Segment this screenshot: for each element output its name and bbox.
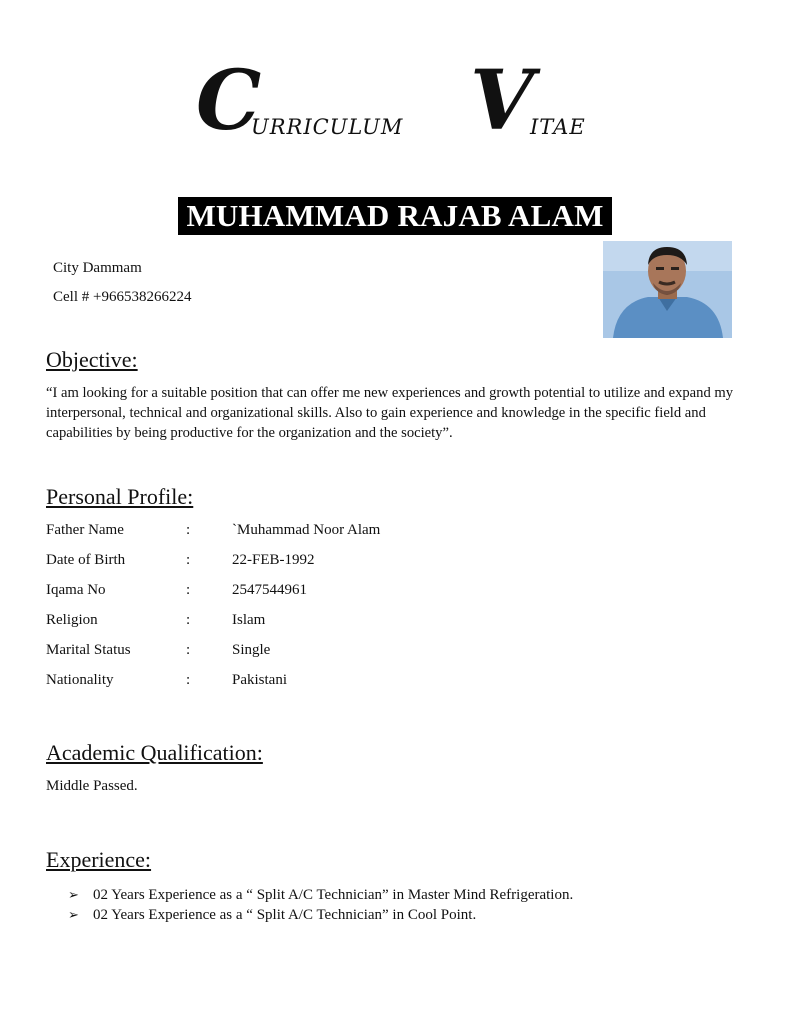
experience-item-text: 02 Years Experience as a “ Split A/C Technician” in Cool Point. [93, 907, 477, 923]
profile-label: Marital Status [46, 642, 131, 658]
profile-value: Pakistani [232, 672, 287, 688]
personal-profile-heading: Personal Profile: [46, 484, 194, 509]
profile-photo [603, 241, 732, 338]
experience-item-text: 02 Years Experience as a “ Split A/C Technician” in Master Mind Refrigeration. [93, 887, 574, 903]
profile-separator: : [186, 612, 191, 628]
profile-separator: : [186, 522, 191, 538]
contact-cell: Cell # +966538266224 [53, 289, 192, 305]
title-rest-curriculum: URRICULUM [251, 115, 404, 139]
academic-qualification-text: Middle Passed. [46, 778, 138, 794]
objective-text: “I am looking for a suitable position that can offer me new experiences and growth potential to utilize and expand my interpersonal, technical and organizational skills. Also to gain experience and knowledge in the specific field and capabilities by being productive for the organization and the society”. [46, 385, 734, 441]
profile-value: 22-FEB-1992 [232, 552, 315, 568]
profile-value: Islam [232, 612, 266, 628]
title-word-vitae [470, 53, 610, 152]
profile-row-religion [46, 610, 546, 630]
title-initial-v: V [470, 53, 534, 149]
profile-label: Religion [46, 612, 98, 628]
profile-separator: : [186, 582, 191, 598]
profile-row-iqama-no [46, 580, 546, 600]
list-item [68, 885, 573, 905]
experience-heading: Experience: [46, 847, 152, 872]
profile-row-nationality [46, 670, 546, 690]
list-item [68, 905, 573, 925]
experience-list [68, 885, 573, 925]
profile-label: Father Name [46, 522, 124, 538]
profile-separator: : [186, 552, 191, 568]
arrowhead-bullet-icon: ➢ [68, 887, 79, 902]
profile-row-date-of-birth [46, 550, 546, 570]
title-initial-c: C [196, 53, 262, 149]
arrowhead-bullet-icon: ➢ [68, 907, 79, 922]
profile-value: `Muhammad Noor Alam [232, 522, 381, 538]
title-rest-vitae: ITAE [530, 115, 586, 139]
profile-separator: : [186, 642, 191, 658]
profile-separator: : [186, 672, 191, 688]
contact-city: City Dammam [53, 260, 142, 276]
profile-value: Single [232, 642, 271, 658]
profile-label: Nationality [46, 672, 114, 688]
profile-row-marital-status [46, 640, 546, 660]
profile-value: 2547544961 [232, 582, 307, 598]
profile-row-father-name [46, 520, 546, 540]
objective-heading: Objective: [46, 347, 138, 372]
profile-label: Date of Birth [46, 552, 126, 568]
title-word-curriculum [196, 53, 436, 152]
cv-title [0, 53, 791, 152]
portrait-image [603, 241, 732, 338]
profile-label: Iqama No [46, 582, 106, 598]
candidate-name: MUHAMMAD RAJAB ALAM [178, 197, 612, 235]
academic-qualification-heading: Academic Qualification: [46, 740, 263, 765]
